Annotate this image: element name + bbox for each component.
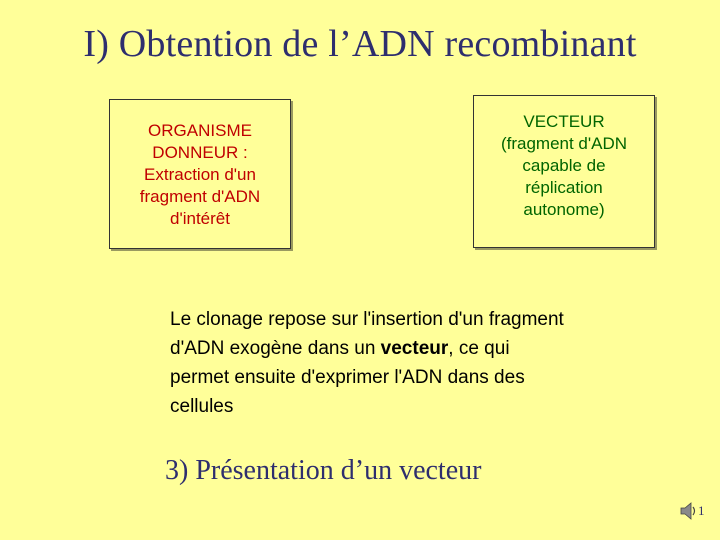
donor-organism-box [109,99,291,249]
donor-box-line: DONNEUR : [152,143,248,162]
cloning-paragraph [170,305,570,421]
vector-box [473,95,655,248]
donor-box-line: Extraction d'un [144,165,256,184]
donor-box-line: fragment d'ADN [139,187,261,206]
vector-box-line: capable de [522,156,606,175]
section-subtitle: 3) Présentation d’un vecteur [165,455,482,486]
paragraph-text-after: , ce qui permet ensuite d'exprimer l'ADN dans des cellules [170,338,525,417]
vector-box-line: VECTEUR [523,112,605,131]
donor-box-line: d'intérêt [170,209,230,228]
donor-box-line: ORGANISME [148,121,252,140]
vector-box-line: réplication [525,178,603,197]
slide-title: I) Obtention de l’ADN recombinant [83,23,637,65]
vector-box-line: (fragment d'ADN [500,134,628,153]
paragraph-text-before: Le clonage repose sur l'insertion d'un fragment d'ADN exogène dans un [170,309,564,359]
vector-box-line: autonome) [523,200,605,219]
speaker-icon[interactable] [680,500,698,522]
paragraph-bold-term: vecteur [380,338,449,359]
page-number: 1 [698,503,705,518]
